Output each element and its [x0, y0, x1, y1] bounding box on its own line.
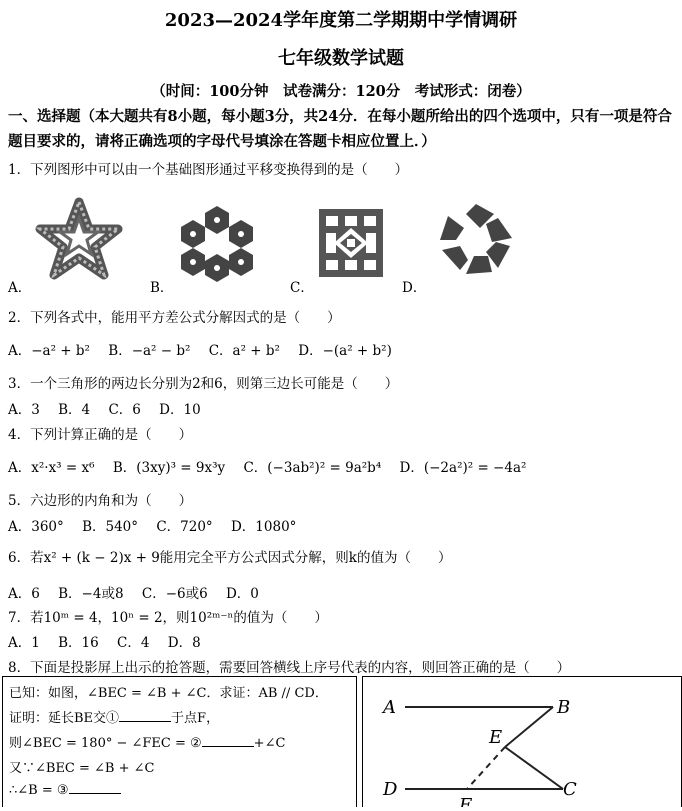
- blank-2: [202, 734, 254, 747]
- point-d-label: D: [383, 779, 398, 800]
- point-b-label: B: [557, 697, 571, 718]
- q7-option-d: D．8: [167, 635, 201, 651]
- q4-stem: 4．下列计算正确的是（ ）: [8, 427, 193, 443]
- segment-ef-dashed: [467, 747, 505, 789]
- q6-option-c: C．−6或6: [141, 586, 208, 602]
- q8-proof-line-3: 又∵∠BEC = ∠B + ∠C: [9, 761, 155, 776]
- q1-label-b: B．: [150, 280, 174, 296]
- exam-title: 2023—2024学年度第二学期期中学情调研: [164, 10, 518, 31]
- q8-proof-line-1-text: 证明：延长BE交①: [9, 711, 120, 726]
- q7-option-a: A．1: [8, 635, 40, 651]
- q6-option-d: D．0: [225, 586, 259, 602]
- point-e-label: E: [489, 727, 503, 748]
- section-heading: 一、选择题（本大题共有8小题，每小题3分，共24分．在每小题所给出的四个选项中，只有一项是符合题目要求的，请将正确选项的字母代号填涂在答题卡相应位置上．）: [8, 108, 672, 150]
- q3-option-a: A．3: [8, 402, 40, 418]
- q7-options: [8, 631, 215, 651]
- exam-info: （时间：100分钟 试卷满分：120分 考试形式：闭卷）: [151, 83, 531, 100]
- q8-proof-line-2-end: +∠C: [253, 736, 286, 751]
- q6-options: [8, 582, 273, 602]
- q7-stem: 7．若10ᵐ = 4，10ⁿ = 2，则10²ᵐ⁻ⁿ的值为（ ）: [8, 610, 328, 626]
- q4-option-d: D．(−2a²)² = −4a²: [399, 460, 527, 476]
- q8-proof-line-1-end: 于点F，: [171, 711, 220, 726]
- point-c-label: C: [563, 779, 577, 800]
- q4-option-b: B．(3xy)³ = 9x³y: [112, 460, 226, 476]
- q4-option-c: C．(−3ab²)² = 9a²b⁴: [243, 460, 382, 476]
- q4-options: [8, 456, 540, 476]
- q3-options: [8, 398, 215, 418]
- q7-option-c: C．4: [117, 635, 150, 651]
- q3-option-c: C．6: [108, 402, 141, 418]
- q6-stem: 6．若x² + (k − 2)x + 9能用完全平方公式因式分解，则k的值为（ ）: [8, 550, 452, 566]
- q7-option-b: B．16: [58, 635, 99, 651]
- q8-proof-line-2-text: 则∠BEC = 180° − ∠FEC = ②: [9, 736, 202, 751]
- q5-option-b: B．540°: [82, 519, 139, 535]
- figure-d-aperture-icon: [436, 202, 516, 278]
- q5-options: [8, 515, 310, 535]
- q2-stem: 2．下列各式中，能用平方差公式分解因式的是（ ）: [8, 310, 341, 326]
- point-f-label: F: [459, 795, 472, 807]
- figure-b-hexagons-icon: [174, 204, 260, 284]
- q8-proof-box: [2, 676, 357, 807]
- q8-given: 已知：如图，∠BEC = ∠B + ∠C．求证：AB // CD．: [9, 686, 328, 701]
- q3-option-d: D．10: [159, 402, 201, 418]
- geometry-diagram: [363, 677, 681, 807]
- q2-option-c: C．a² + b²: [208, 343, 280, 359]
- q1-stem: 1．下列图形中可以由一个基础图形通过平移变换得到的是（ ）: [8, 162, 409, 178]
- q8-stem: 8．下面是投影屏上出示的抢答题，需要回答横线上序号代表的内容，则回答正确的是（ ）: [8, 660, 571, 676]
- blank-3: [69, 781, 121, 794]
- q1-label-d: D．: [402, 280, 427, 296]
- q5-stem: 5．六边形的内角和为（ ）: [8, 493, 193, 509]
- q5-option-d: D．1080°: [230, 519, 297, 535]
- figure-a-star-icon: [34, 196, 124, 282]
- q6-option-a: A．6: [8, 586, 40, 602]
- q8-proof-line-1: [9, 707, 219, 726]
- segment-be: [505, 707, 553, 747]
- figure-c-squares-icon: [316, 206, 386, 280]
- q5-option-c: C．720°: [156, 519, 213, 535]
- q1-label-c: C．: [290, 280, 314, 296]
- q8-geometry-figure: [362, 676, 682, 807]
- q4-option-a: A．x²·x³ = x⁶: [8, 460, 95, 476]
- q2-option-a: A．−a² + b²: [8, 343, 90, 359]
- q8-proof-line-4: [9, 781, 121, 798]
- exam-subtitle: 七年级数学试题: [278, 48, 404, 69]
- q2-options: [8, 339, 406, 359]
- q6-option-b: B．−4或8: [58, 586, 124, 602]
- q1-label-a: A．: [8, 280, 32, 296]
- blank-1: [119, 709, 171, 722]
- q2-option-b: B．−a² − b²: [108, 343, 191, 359]
- q8-proof-line-4-text: ∴∠B = ③: [9, 783, 69, 798]
- q2-option-d: D．−(a² + b²): [298, 343, 392, 359]
- q8-proof-line-2: [9, 732, 285, 751]
- point-a-label: A: [383, 697, 396, 718]
- segment-ec: [505, 747, 563, 789]
- q5-option-a: A．360°: [8, 519, 64, 535]
- q3-stem: 3．一个三角形的两边长分别为2和6，则第三边长可能是（ ）: [8, 376, 399, 392]
- q3-option-b: B．4: [58, 402, 91, 418]
